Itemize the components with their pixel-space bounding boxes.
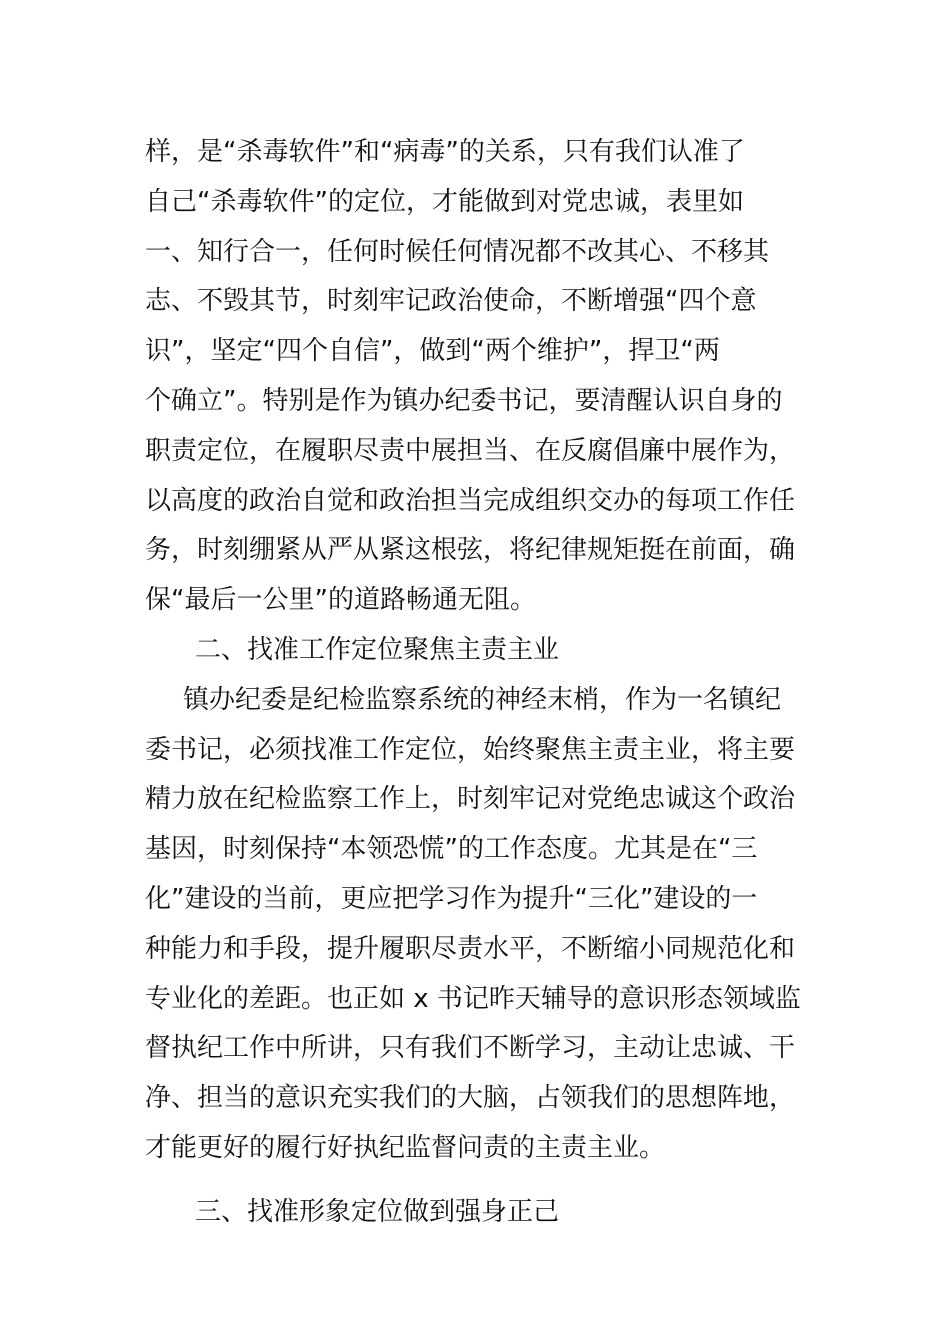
paragraph-line: 保“最后一公里”的道路畅通无阻。 [145,585,536,616]
paragraph-line: 才能更好的履行好执纪监督问责的主责主业。 [145,1132,666,1163]
paragraph-line: 识”，坚定“四个自信”，做到“两个维护”，捍卫“两 [145,336,720,367]
paragraph-line: 基因，时刻保持“本领恐慌”的工作态度。尤其是在“三 [145,834,758,865]
paragraph-line: 以高度的政治自觉和政治担当完成组织交办的每项工作任 [145,485,796,516]
paragraph-2 [145,676,815,1174]
paragraph-line: 委书记，必须找准工作定位，始终聚焦主责主业，将主要 [145,734,796,765]
paragraph-line: 务，时刻绷紧从严从紧这根弦，将纪律规矩挺在前面，确 [145,535,796,566]
paragraph-line: 自己“杀毒软件”的定位，才能做到对党忠诚，表里如 [145,186,744,217]
section-heading-3: 三、找准形象定位做到强身正己 [195,1196,560,1227]
paragraph-line: 一、知行合一，任何时候任何情况都不改其心、不移其 [145,236,770,267]
paragraph-1 [145,128,815,626]
spacer [145,1174,815,1188]
paragraph-line: 督执纪工作中所讲，只有我们不断学习，主动让忠诚、干 [145,1033,796,1064]
paragraph-line: 样，是“杀毒软件”和“病毒”的关系，只有我们认准了 [145,137,745,167]
document-body [145,128,815,1238]
paragraph-line: 职责定位，在履职尽责中展担当、在反腐倡廉中展作为， [145,435,796,466]
paragraph-line: 精力放在纪检监察工作上，时刻牢记对党绝忠诚这个政治 [145,784,796,815]
paragraph-line: 净、担当的意识充实我们的大脑，占领我们的思想阵地， [145,1083,796,1114]
section-heading-2: 二、找准工作定位聚焦主责主业 [195,634,560,665]
paragraph-line: 专业化的差距。也正如 x 书记昨天辅导的意识形态领域监 [145,983,801,1014]
paragraph-line: 化”建设的当前，更应把学习作为提升“三化”建设的一 [145,883,758,914]
paragraph-line: 种能力和手段，提升履职尽责水平，不断缩小同规范化和 [145,933,796,964]
paragraph-line: 镇办纪委是纪检监察系统的神经末梢，作为一名镇纪 [183,684,782,715]
paragraph-line: 个确立”。特别是作为镇办纪委书记，要清醒认识自身的 [145,385,783,416]
paragraph-line: 志、不毁其节，时刻牢记政治使命，不断增强“四个意 [145,286,757,317]
